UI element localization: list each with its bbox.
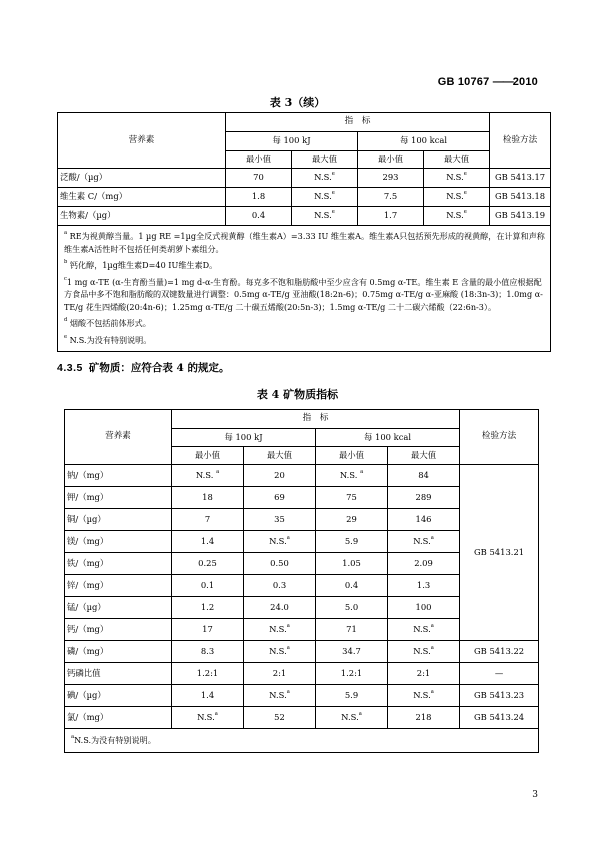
t4-header-per-kcal: 每 100 kcal	[316, 429, 460, 447]
kj-max: N.S.$^e$	[292, 169, 358, 188]
t4-header-max: 最大值	[244, 447, 316, 465]
nutrient-name: 锌/（mg）	[65, 575, 172, 597]
kcal-max: N.S.$^e$	[424, 188, 490, 207]
kcal-min: 34.7	[316, 641, 388, 663]
t4-header-per-kj: 每 100 kJ	[172, 429, 316, 447]
nutrient-name: 钠/（mg）	[65, 465, 172, 487]
nutrient-name: 铜/（µg）	[65, 509, 172, 531]
kcal-max: N.S.$^a$	[388, 531, 460, 553]
kj-min: 1.8	[226, 188, 292, 207]
kcal-min: 0.4	[316, 575, 388, 597]
kcal-min: 1.05	[316, 553, 388, 575]
method: GB 5413.22	[460, 641, 539, 663]
table-row	[65, 685, 539, 707]
kj-max: 0.3	[244, 575, 316, 597]
kj-min: 1.4	[172, 685, 244, 707]
method: GB 5413.24	[460, 707, 539, 729]
t3-header-min: 最小值	[358, 151, 424, 169]
nutrient-name: 钾/（mg）	[65, 487, 172, 509]
t3-header-per-kj: 每 100 kJ	[226, 132, 358, 151]
t4-header-nutrient: 营养素	[65, 410, 172, 465]
page-number: 3	[532, 790, 538, 800]
kj-max: 0.50	[244, 553, 316, 575]
table-row	[65, 707, 539, 729]
kcal-max: N.S.$^a$	[388, 685, 460, 707]
kcal-min: 7.5	[358, 188, 424, 207]
nutrient-name: 生物素/（µg）	[58, 207, 226, 226]
nutrient-name: 泛酸/（µg）	[58, 169, 226, 188]
method: GB 5413.21	[460, 465, 539, 641]
section-heading: 4.3.5 矿物质：应符合表 4 的规定。	[57, 362, 230, 374]
table-row	[58, 188, 551, 207]
t3-header-nutrient: 营养素	[58, 113, 226, 169]
kcal-max: 84	[388, 465, 460, 487]
kcal-max: 289	[388, 487, 460, 509]
kcal-min: 1.2:1	[316, 663, 388, 685]
kj-max: N.S.$^a$	[244, 619, 316, 641]
kcal-max: 146	[388, 509, 460, 531]
kj-min: 17	[172, 619, 244, 641]
nutrient-name: 氯/（mg）	[65, 707, 172, 729]
kcal-max: 1.3	[388, 575, 460, 597]
kj-max: 20	[244, 465, 316, 487]
kj-min: 18	[172, 487, 244, 509]
kj-min: 1.2	[172, 597, 244, 619]
kcal-max: N.S.$^e$	[424, 207, 490, 226]
t3-header-min: 最小值	[226, 151, 292, 169]
kj-min: N.S. $^a$	[172, 465, 244, 487]
nutrient-name: 磷/（mg）	[65, 641, 172, 663]
t4-header-index: 指 标	[172, 410, 460, 429]
table4	[64, 409, 539, 753]
method: GB 5413.18	[490, 188, 551, 207]
kcal-min: 293	[358, 169, 424, 188]
kj-min: 0.1	[172, 575, 244, 597]
t3-header-max: 最大值	[424, 151, 490, 169]
method: GB 5413.19	[490, 207, 551, 226]
table4-footnote	[65, 729, 539, 753]
table-row	[58, 169, 551, 188]
kj-max: 52	[244, 707, 316, 729]
kj-min: 8.3	[172, 641, 244, 663]
kj-min: 0.25	[172, 553, 244, 575]
footnote: $^b$ 钙化醇，1µg维生素D=40 IU维生素D。	[64, 259, 218, 271]
kcal-max: 100	[388, 597, 460, 619]
kcal-min: 71	[316, 619, 388, 641]
nutrient-name: 锰/（µg）	[65, 597, 172, 619]
kj-max: 24.0	[244, 597, 316, 619]
method: GB 5413.23	[460, 685, 539, 707]
kcal-max: 2.09	[388, 553, 460, 575]
kcal-max: N.S.$^a$	[388, 619, 460, 641]
kcal-max: N.S.$^e$	[424, 169, 490, 188]
kcal-min: 5.9	[316, 685, 388, 707]
t4-header-min: 最小值	[316, 447, 388, 465]
kj-max: N.S.$^e$	[292, 188, 358, 207]
nutrient-name: 碘/（µg）	[65, 685, 172, 707]
kcal-max: 2:1	[388, 663, 460, 685]
kj-max: N.S.$^e$	[292, 207, 358, 226]
table-row	[65, 663, 539, 685]
table-row	[58, 207, 551, 226]
table3-footnotes	[58, 226, 551, 352]
kj-max: 35	[244, 509, 316, 531]
t4-header-method: 检验方法	[460, 410, 539, 465]
footnote: $^e$ N.S.为没有特别说明。	[64, 333, 152, 345]
table-row	[65, 465, 539, 487]
kj-max: N.S.$^a$	[244, 685, 316, 707]
t4-header-max: 最大值	[388, 447, 460, 465]
kcal-min: N.S. $^a$	[316, 465, 388, 487]
kj-min: 7	[172, 509, 244, 531]
kcal-min: N.S.$^a$	[316, 707, 388, 729]
t3-header-index: 指 标	[226, 113, 490, 132]
footnote: $^d$ 烟酸不包括前体形式。	[64, 317, 151, 329]
kj-max: N.S.$^a$	[244, 641, 316, 663]
method: —	[460, 663, 539, 685]
t3-header-max: 最大值	[292, 151, 358, 169]
nutrient-name: 维生素 C/（mg）	[58, 188, 226, 207]
method: GB 5413.17	[490, 169, 551, 188]
kcal-min: 1.7	[358, 207, 424, 226]
footnote: $^a$N.S.为没有特别说明。	[71, 734, 156, 746]
kj-max: N.S.$^a$	[244, 531, 316, 553]
kj-max: 69	[244, 487, 316, 509]
nutrient-name: 铁/（mg）	[65, 553, 172, 575]
kcal-min: 75	[316, 487, 388, 509]
kj-min: 1.4	[172, 531, 244, 553]
footnote: $^a$ RE为视黄醇当量。1 µg RE =1µg全反式视黄醇（维生素A）=3.33 IU 维生素A。维生素A只包括预先形成的视黄醇，在计算和声称维生素A活性时不包括任何类胡萝卜素组分。	[64, 230, 545, 254]
t3-header-per-kcal: 每 100 kcal	[358, 132, 490, 151]
nutrient-name: 镁/（mg）	[65, 531, 172, 553]
kj-min: 1.2:1	[172, 663, 244, 685]
kj-min: 70	[226, 169, 292, 188]
kj-min: 0.4	[226, 207, 292, 226]
t3-header-method: 检验方法	[490, 113, 551, 169]
table3	[57, 112, 551, 352]
t4-header-min: 最小值	[172, 447, 244, 465]
kcal-max: 218	[388, 707, 460, 729]
kj-max: 2:1	[244, 663, 316, 685]
nutrient-name: 钙磷比值	[65, 663, 172, 685]
kcal-max: N.S.$^a$	[388, 641, 460, 663]
table3-caption: 表 3（续）	[269, 96, 326, 109]
kcal-min: 5.9	[316, 531, 388, 553]
standard-number: GB 10767 ——2010	[437, 76, 538, 88]
kcal-min: 29	[316, 509, 388, 531]
nutrient-name: 钙/（mg）	[65, 619, 172, 641]
footnote: $^c$1 mg α-TE (α-生育酚当量)=1 mg d-α-生育酚。每克多不饱和脂肪酸中至少应含有 0.5mg α-TE。维生素 E 含量的最小值应根据配方食品中多不饱和脂肪酸的双键数量进行调整：0.5mg α-TE/g 亚油酸(18:2n-6)；0.75mg α-TE/g α-亚麻酸 (18:3n-3)；1.0mg α-TE/g 花生四烯酸(20:4n-6)；1.25mg α-TE/g 二十碳五烯酸(20:5n-3)；1.5mg α-TE/g 二十二碳六烯酸（22:6n-3）。	[64, 275, 543, 312]
kj-min: N.S.$^a$	[172, 707, 244, 729]
kcal-min: 5.0	[316, 597, 388, 619]
table-row	[65, 641, 539, 663]
table4-caption: 表 4 矿物质指标	[256, 388, 339, 401]
